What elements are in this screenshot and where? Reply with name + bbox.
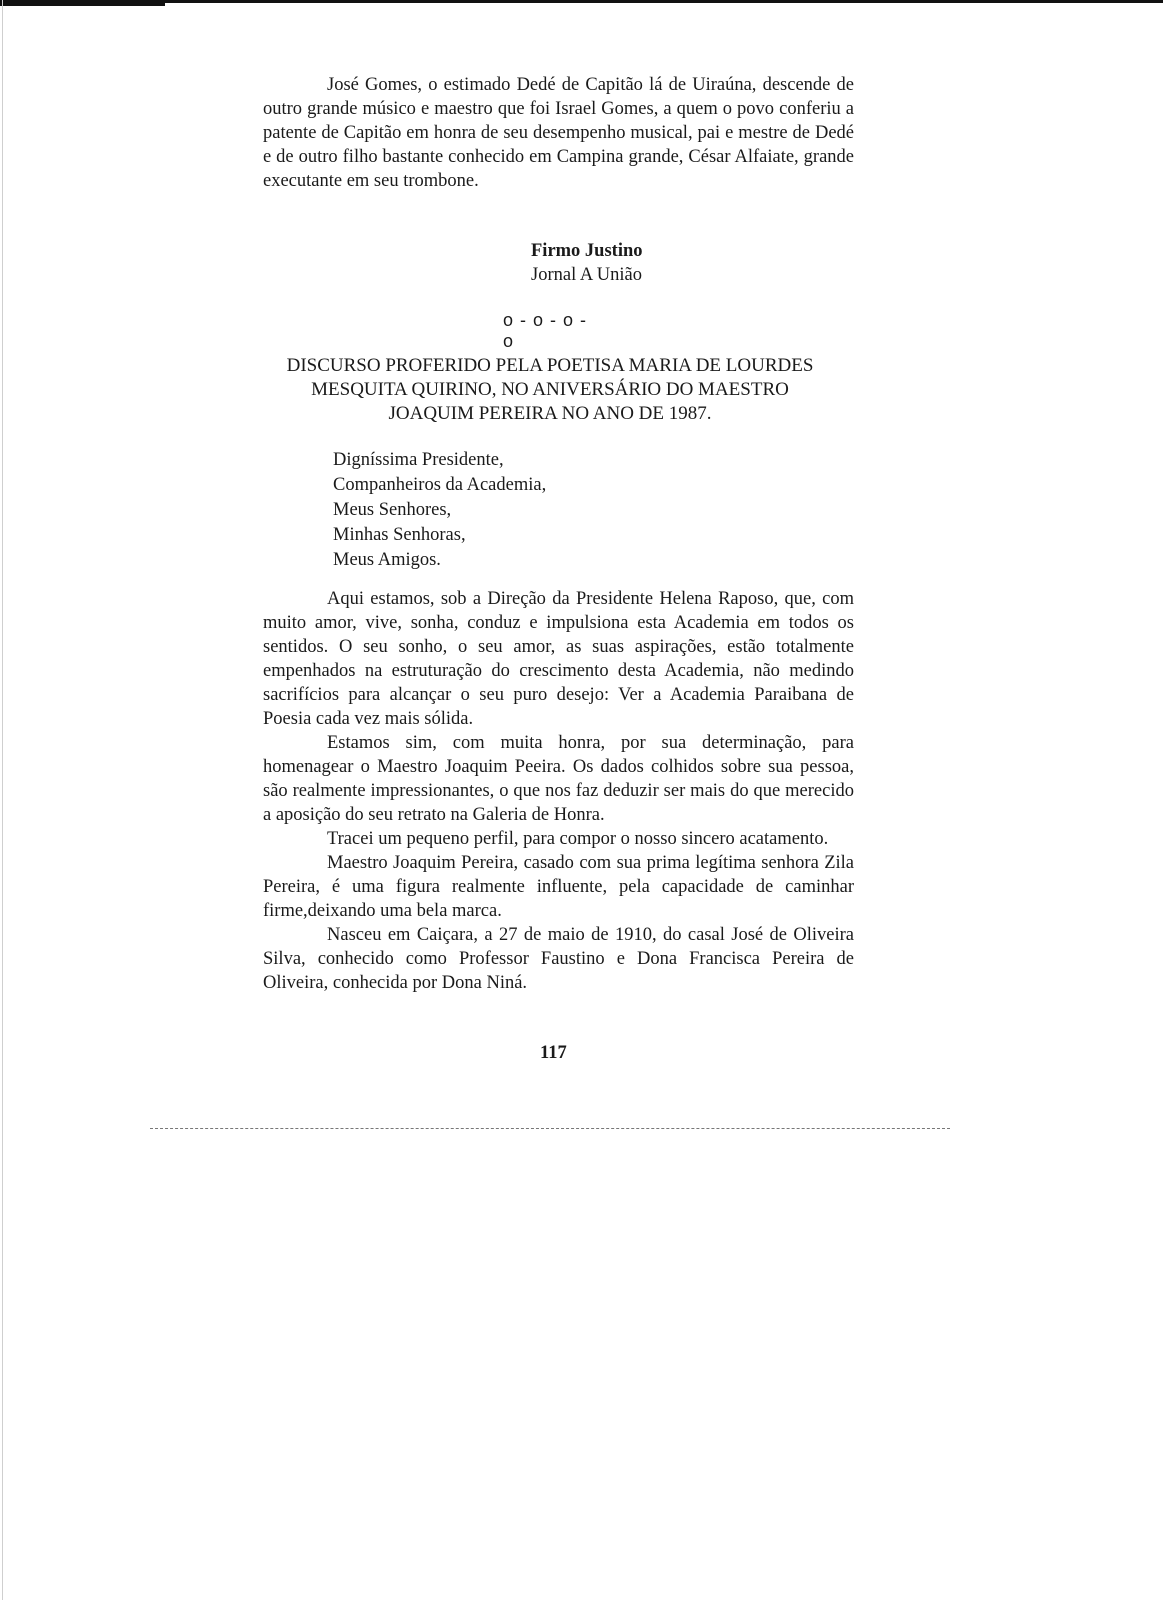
speech-paragraph: Maestro Joaquim Pereira, casado com sua prima legítima senhora Zila Pereira, é uma figura realmente influente, pela capacidade de caminhar firme,deixando uma bela marca.	[263, 853, 854, 921]
salutation-line: Meus Senhores,	[333, 500, 452, 520]
heading-line: DISCURSO PROFERIDO PELA POETISA MARIA DE LOURDES	[286, 355, 814, 376]
page-number: 117	[540, 1043, 567, 1063]
article-paragraph: José Gomes, o estimado Dedé de Capitão lá de Uiraúna, descende de outro grande músico e maestro que foi Israel Gomes, a quem o povo conferiu a patente de Capitão em honra de seu desempenho musical, pai e mestre de Dedé e de outro filho bastante conhecido em Campina grande, César Alfaiate, grande executante em seu trombone.	[263, 75, 854, 191]
section-separator: o - o - o - o	[503, 310, 588, 351]
article-signature	[531, 239, 643, 287]
scan-dashed-line	[150, 1128, 950, 1129]
speech-paragraph: Nasceu em Caiçara, a 27 de maio de 1910, do casal José de Oliveira Silva, conhecido como Professor Faustino e Dona Francisca Pereira de Oliveira, conhecida por Dona Niná.	[263, 925, 854, 993]
salutation-block	[333, 448, 546, 573]
scan-corner-mark	[0, 0, 165, 6]
speech-paragraph: Estamos sim, com muita honra, por sua determinação, para homenagear o Maestro Joaquim Peeira. Os dados colhidos sobre sua pessoa, são realmente impressionantes, o que nos faz deduzir ser mais do que merecido a aposição do seu retrato na Galeria de Honra.	[263, 733, 854, 825]
author-name: Firmo Justino	[531, 241, 643, 261]
page-top-border	[0, 0, 1163, 3]
heading-line: MESQUITA QUIRINO, NO ANIVERSÁRIO DO MAESTRO	[311, 379, 789, 400]
salutation-line: Minhas Senhoras,	[333, 525, 466, 545]
salutation-line: Meus Amigos.	[333, 550, 441, 570]
source-name: Jornal A União	[531, 265, 642, 285]
speech-paragraph: Aqui estamos, sob a Direção da Presidente Helena Raposo, que, com muito amor, vive, sonha, conduz e impulsiona esta Academia em todos os sentidos. O seu sonho, o seu amor, as suas aspirações, estão totalmente empenhados na estruturação do crescimento desta Academia, não medindo sacrifícios para alcançar o seu puro desejo: Ver a Academia Paraibana de Poesia cada vez mais sólida.	[263, 589, 854, 729]
heading-line: JOAQUIM PEREIRA NO ANO DE 1987.	[388, 403, 712, 424]
salutation-line: Digníssima Presidente,	[333, 450, 504, 470]
scan-left-edge	[2, 0, 3, 1600]
speech-heading	[240, 354, 860, 426]
salutation-line: Companheiros da Academia,	[333, 475, 547, 495]
speech-paragraph: Tracei um pequeno perfil, para compor o nosso sincero acatamento.	[327, 829, 829, 849]
speech-body	[263, 587, 854, 995]
